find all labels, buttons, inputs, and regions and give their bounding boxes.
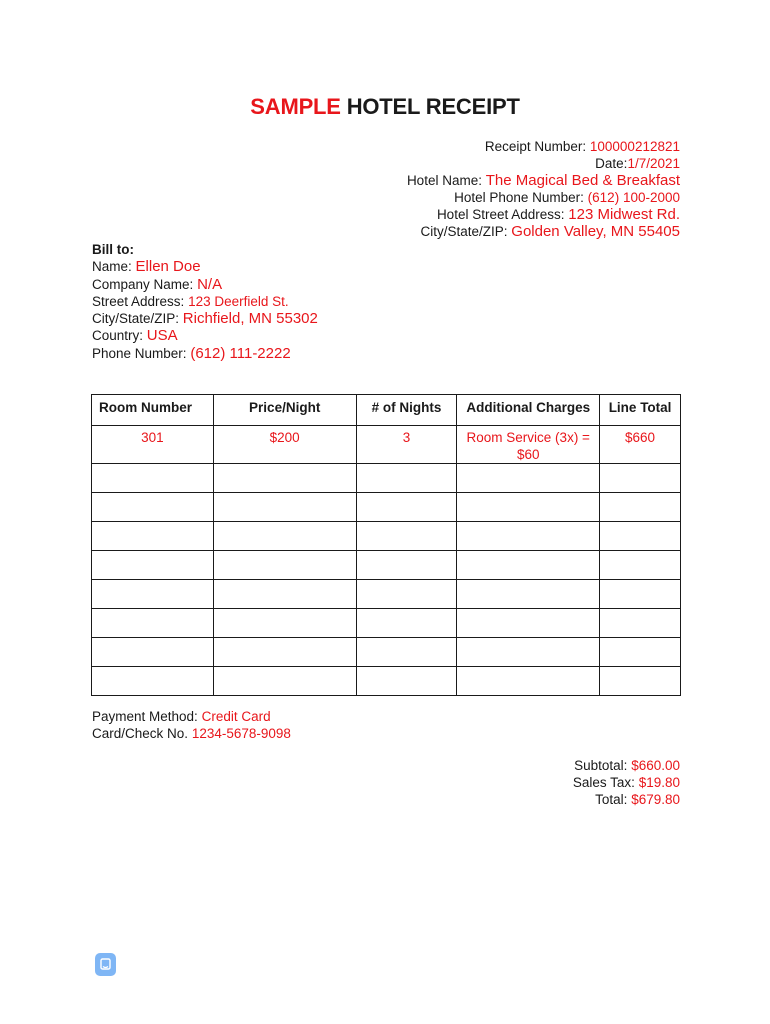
- cell-additional-charges: [457, 638, 600, 667]
- bill-to-section: [92, 241, 318, 362]
- table-row: [92, 426, 681, 464]
- cell-nights: [356, 638, 457, 667]
- cell-line-total: [600, 667, 681, 696]
- payment-method-value: Credit Card: [201, 709, 271, 724]
- subtotal-line: [573, 757, 680, 774]
- page-title: [0, 94, 770, 120]
- cell-price-night: [213, 522, 356, 551]
- country-label: Country:: [92, 328, 144, 344]
- sales-tax-value: $19.80: [638, 775, 680, 790]
- card-check-label: Card/Check No.: [92, 726, 189, 741]
- cell-nights: [356, 551, 457, 580]
- sales-tax-line: [573, 774, 680, 791]
- cell-additional-charges: [457, 551, 600, 580]
- cell-nights: 3: [356, 426, 457, 464]
- cell-price-night: [213, 493, 356, 522]
- date-value: 1/7/2021: [627, 156, 680, 171]
- cell-room-number: [92, 580, 214, 609]
- cell-additional-charges: Room Service (3x) = $60: [457, 426, 600, 464]
- cell-room-number: [92, 522, 214, 551]
- table-row: [92, 493, 681, 522]
- table-row: [92, 464, 681, 493]
- company-value: N/A: [197, 275, 223, 293]
- hotel-name-value: The Magical Bed & Breakfast: [485, 172, 680, 189]
- cell-additional-charges: [457, 609, 600, 638]
- cell-room-number: [92, 667, 214, 696]
- hotel-name-label: Hotel Name:: [406, 173, 482, 188]
- cell-price-night: [213, 464, 356, 493]
- cell-line-total: [600, 522, 681, 551]
- total-line: [573, 791, 680, 808]
- totals-section: [573, 757, 680, 808]
- cell-nights: [356, 464, 457, 493]
- hotel-street-line: [407, 206, 680, 223]
- cell-line-total: [600, 551, 681, 580]
- customer-phone-value: (612) 111-2222: [190, 344, 291, 362]
- payment-method-line: [92, 708, 291, 725]
- hotel-name-line: [407, 172, 680, 189]
- card-check-line: [92, 725, 291, 742]
- table-row: [92, 580, 681, 609]
- table-row: [92, 667, 681, 696]
- customer-city-value: Richfield, MN 55302: [182, 310, 318, 328]
- customer-phone-label: Phone Number:: [92, 345, 187, 361]
- cell-nights: [356, 580, 457, 609]
- payment-method-label: Payment Method:: [92, 709, 198, 724]
- date-line: [407, 155, 680, 172]
- hotel-street-value: 123 Midwest Rd.: [568, 206, 680, 223]
- cell-price-night: $200: [213, 426, 356, 464]
- cell-price-night: [213, 667, 356, 696]
- hotel-info: [407, 138, 680, 240]
- cell-line-total: [600, 464, 681, 493]
- table-row: [92, 638, 681, 667]
- subtotal-label: Subtotal:: [574, 758, 628, 773]
- cell-line-total: [600, 609, 681, 638]
- customer-name-value: Ellen Doe: [135, 258, 201, 276]
- card-check-value: 1234-5678-9098: [191, 726, 291, 741]
- hotel-city-label: City/State/ZIP:: [420, 224, 508, 239]
- cell-line-total: [600, 493, 681, 522]
- cell-nights: [356, 609, 457, 638]
- cell-room-number: [92, 609, 214, 638]
- header-price-night: Price/Night: [213, 395, 356, 426]
- customer-name-label: Name:: [92, 259, 132, 275]
- cell-line-total: [600, 638, 681, 667]
- cell-price-night: [213, 609, 356, 638]
- total-label: Total:: [595, 792, 628, 807]
- title-accent: SAMPLE: [250, 94, 341, 119]
- sales-tax-label: Sales Tax:: [572, 775, 635, 790]
- hotel-street-label: Hotel Street Address:: [436, 207, 565, 222]
- cell-nights: [356, 667, 457, 696]
- customer-name-line: [92, 258, 318, 275]
- table-header-row: [92, 395, 681, 426]
- total-value: $679.80: [631, 792, 680, 807]
- table-row: [92, 522, 681, 551]
- customer-street-value: 123 Deerfield St.: [188, 293, 289, 309]
- cell-room-number: 301: [92, 426, 214, 464]
- customer-city-label: City/State/ZIP:: [92, 311, 180, 327]
- payment-section: [92, 708, 291, 742]
- date-label: Date:: [595, 156, 628, 171]
- cell-nights: [356, 522, 457, 551]
- company-line: [92, 276, 318, 293]
- receipt-number-label: Receipt Number:: [484, 139, 587, 154]
- cell-additional-charges: [457, 493, 600, 522]
- receipt-number-line: [407, 138, 680, 155]
- header-line-total: Line Total: [600, 395, 681, 426]
- cell-additional-charges: [457, 667, 600, 696]
- cell-room-number: [92, 551, 214, 580]
- country-value: USA: [146, 327, 178, 345]
- cell-room-number: [92, 638, 214, 667]
- cell-line-total: $660: [600, 426, 681, 464]
- customer-street-label: Street Address:: [92, 293, 185, 309]
- cell-room-number: [92, 493, 214, 522]
- cell-additional-charges: [457, 522, 600, 551]
- header-room-number: Room Number: [92, 395, 214, 426]
- cell-price-night: [213, 551, 356, 580]
- header-nights: # of Nights: [356, 395, 457, 426]
- hotel-city-value: Golden Valley, MN 55405: [511, 223, 680, 240]
- company-label: Company Name:: [92, 276, 194, 292]
- table-row: [92, 609, 681, 638]
- cell-price-night: [213, 638, 356, 667]
- header-additional-charges: Additional Charges: [457, 395, 600, 426]
- cell-additional-charges: [457, 464, 600, 493]
- bill-to-heading: Bill to:: [92, 242, 134, 257]
- title-rest: HOTEL RECEIPT: [346, 94, 520, 119]
- cell-room-number: [92, 464, 214, 493]
- hotel-phone-line: [407, 189, 680, 206]
- customer-phone-line: [92, 345, 318, 362]
- hotel-phone-label: Hotel Phone Number:: [454, 190, 584, 205]
- subtotal-value: $660.00: [631, 758, 680, 773]
- table-row: [92, 551, 681, 580]
- charges-table: [91, 394, 681, 696]
- customer-street-line: [92, 293, 318, 310]
- edit-icon-glyph: [95, 953, 116, 976]
- cell-line-total: [600, 580, 681, 609]
- country-line: [92, 327, 318, 344]
- edit-icon[interactable]: [95, 953, 116, 976]
- receipt-number-value: 100000212821: [589, 139, 680, 154]
- customer-city-line: [92, 310, 318, 327]
- hotel-city-line: [407, 223, 680, 240]
- cell-additional-charges: [457, 580, 600, 609]
- hotel-phone-value: (612) 100-2000: [587, 190, 680, 205]
- cell-nights: [356, 493, 457, 522]
- cell-price-night: [213, 580, 356, 609]
